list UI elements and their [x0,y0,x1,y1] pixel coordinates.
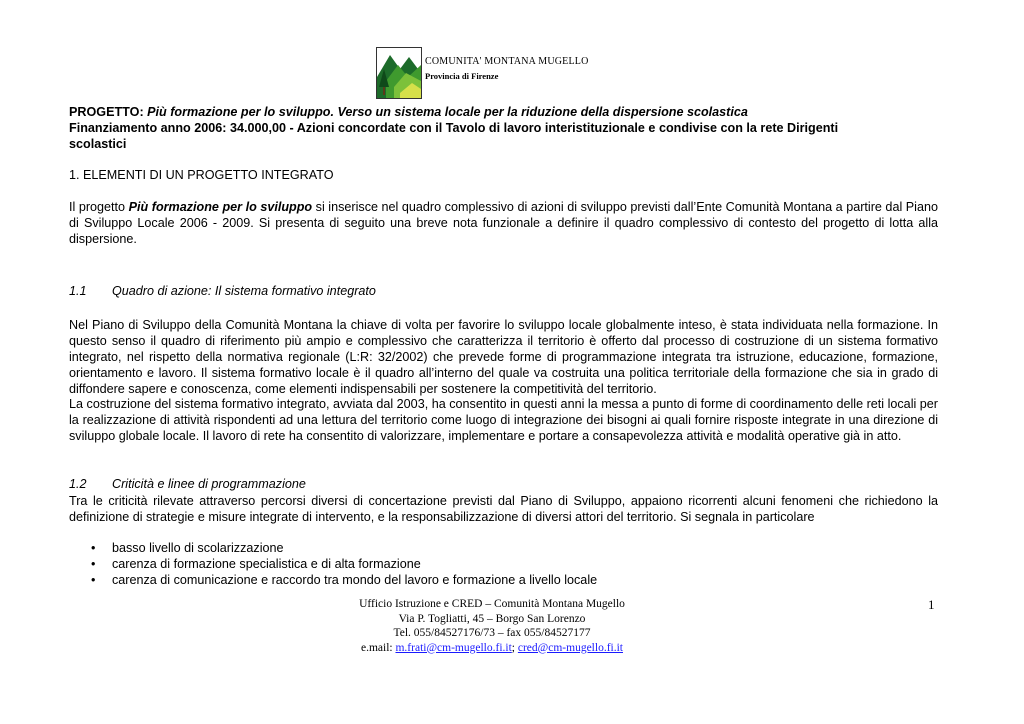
list-item: • carenza di comunicazione e raccordo tra mondo del lavoro e formazione a livello locale [91,572,597,588]
project-title-line [69,104,938,120]
section-1-paragraph [69,199,938,247]
footer-address: Via P. Togliatti, 45 – Borgo San Lorenzo [398,612,586,625]
section-1-1-title: Quadro di azione: Il sistema formativo integrato [112,284,376,298]
funding-line-1: Finanziamento anno 2006: 34.000,00 - Azioni concordate con il Tavolo di lavoro interistituzionale e condivise con la rete Dirigenti [69,121,839,135]
footer-email-line [300,641,684,656]
project-subtitle: . Verso un sistema locale per la riduzione della dispersione scolastica [330,105,748,119]
footer-email-label: e.mail: [360,641,396,654]
footer-email-separator: ; [511,641,518,654]
org-subtitle: Provincia di Firenze [425,71,499,81]
intro-rest: si inserisce nel quadro complessivo di azioni di sviluppo previsti dall’Ente Comunità Montana a partire dal Piano di Sviluppo Locale 2006 - 2009. Si presenta di seguito una breve nota funzionale a definire il quadro complessivo di contesto del progetto di lotta alla dispersione. [69,200,938,246]
section-1-1-paragraph-2: La costruzione del sistema formativo integrato, avviata dal 2003, ha consentito in questi anni la messa a punto di forme di coordinamento delle reti locali per la realizzazione di attività rispondenti ad una lettura del territorio come luogo di integrazione dei bisogni ai quali fornire risposte integrate in una direzione di sviluppo globale locale. Il lavoro di rete ha consentito di valorizzare, implementare e portare a consapevolezza attività e modalità operative già in atto. [69,397,938,443]
section-1-heading: 1. ELEMENTI DI UN PROGETTO INTEGRATO [69,168,334,182]
footer-office: Ufficio Istruzione e CRED – Comunità Montana Mugello [359,598,625,610]
section-1-2-heading [69,477,306,491]
section-1-2-paragraph: Tra le criticità rilevate attraverso percorsi diversi di concertazione previsti dal Piano di Sviluppo, appaiono ricorrenti alcuni fenomeni che richiedono la definizione di strategie e misure integrate di intervento, e la responsabilizzazione di diversi attori del territorio. Si segnala in particolare [69,494,938,524]
section-1-2-number: 1.2 [69,477,87,491]
section-1-1-number: 1.1 [69,284,87,298]
footer-phone: Tel. 055/84527176/73 – fax 055/84527177 [393,627,591,639]
page-number: 1 [928,597,935,612]
project-label: PROGETTO: [69,105,144,119]
intro-text: Il progetto [69,200,129,214]
funding-line-2: scolastici [69,137,127,151]
criticality-list [91,540,597,588]
list-item: • basso livello di scolarizzazione [91,540,597,556]
project-title-block [69,104,938,152]
section-1-1-heading [69,284,376,298]
org-name: COMUNITA' MONTANA MUGELLO [425,56,589,67]
mountain-logo-icon [376,47,422,99]
header-logo [376,47,596,99]
intro-project-name: Più formazione per lo sviluppo [128,200,313,214]
email-link-frati[interactable]: m.frati@cm-mugello.fi.it [395,641,512,654]
section-1-1-paragraph-1: Nel Piano di Sviluppo della Comunità Montana la chiave di volta per favorire lo sviluppo locale globalmente inteso, è stata individuata nella formazione. In questo senso il quadro di riferimento più ampio e complessivo che caratterizza il territorio è offerto dal processo di costruzione di un sistema formativo integrato, nel rispetto della normativa regionale (L:R: 32/2002) che prevede forme di programmazione integrata tra istruzione, educazione, formazione, orientamento e lavoro. Il sistema formativo locale è il quadro all’interno del quale va costruita una politica territoriale della formazione che sia in grado di diffondere sapere e conoscenza, come elementi indispensabili per sostenere la competitività del territorio. [69,318,938,396]
page-footer [300,597,684,655]
project-name: Più formazione per lo sviluppo [147,105,331,119]
list-item: • carenza di formazione specialistica e di alta formazione [91,556,597,572]
section-1-2-title: Criticità e linee di programmazione [112,477,306,491]
email-link-cred[interactable]: cred@cm-mugello.fi.it [517,641,623,654]
